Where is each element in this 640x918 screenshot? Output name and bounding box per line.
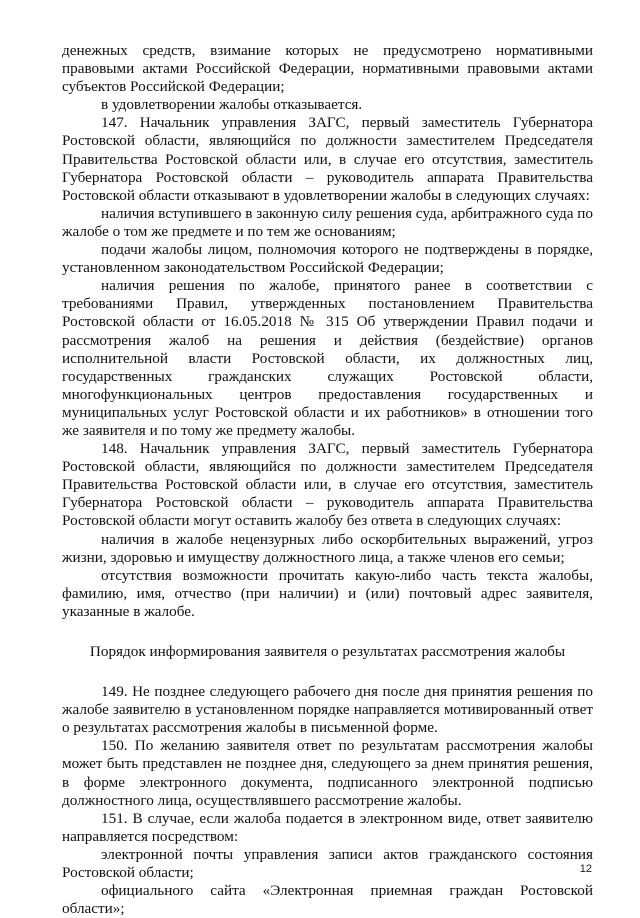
paragraph-item-147: 147. Начальник управления ЗАГС, первый заместитель Губернатора Ростовской области, являющийся по должности заместителем Председателя Правительства Ростовской области или, в случае его отсутствия, заместитель Губернатора Ростовской области – руководитель аппарата Правительства Ростовской области отказывают в удовлетворении жалобы в следующих случаях:: [62, 114, 593, 204]
paragraph: в удовлетворении жалобы отказывается.: [101, 96, 363, 114]
paragraph: официального сайта «Электронная приемная граждан Ростовской области»;: [62, 882, 593, 918]
paragraph: наличия вступившего в законную силу решения суда, арбитражного суда по жалобе о том же предмете и по тем же основаниям;: [62, 204, 593, 240]
section-heading: Порядок информирования заявителя о результатах рассмотрения жалобы: [89, 643, 566, 660]
document-body: [62, 42, 593, 918]
paragraph-item-148: 148. Начальник управления ЗАГС, первый заместитель Губернатора Ростовской области, являющийся по должности заместителем Председателя Правительства Ростовской области или, в случае его отсутствия, заместитель Губернатора Ростовской области – руководитель аппарата Правительства Ростовской области могут оставить жалобу без ответа в следующих случаях:: [62, 440, 593, 530]
paragraph: отсутствия возможности прочитать какую-либо часть текста жалобы, фамилию, имя, отчество (при наличии) и (или) почтовый адрес заявителя, указанные в жалобе.: [62, 566, 593, 620]
page-number: 12: [579, 863, 592, 875]
paragraph-item-151: 151. В случае, если жалоба подается в электронном виде, ответ заявителю направляется посредством:: [62, 809, 593, 845]
paragraph: наличия в жалобе нецензурных либо оскорбительных выражений, угроз жизни, здоровью и имуществу должностного лица, а также членов его семьи;: [62, 530, 593, 566]
paragraph: электронной почты управления записи актов гражданского состояния Ростовской области;: [62, 845, 593, 882]
paragraph-item-149: 149. Не позднее следующего рабочего дня после дня принятия решения по жалобе заявителю в установленном порядке направляется мотивированный ответ о результатах рассмотрения жалобы в письменной форме.: [62, 683, 593, 737]
paragraph-item-150: 150. По желанию заявителя ответ по результатам рассмотрения жалобы может быть представлен не позднее дня, следующего за днем принятия решения, в форме электронного документа, подписанного электронной подписью должностного лица, осуществлявшего рассмотрение жалобы.: [62, 737, 593, 809]
paragraph: денежных средств, взимание которых не предусмотрено нормативными правовыми актами Российской Федерации, нормативными правовыми актами субъектов Российской Федерации;: [62, 42, 593, 96]
paragraph: подачи жалобы лицом, полномочия которого не подтверждены в порядке, установленном законодательством Российской Федерации;: [62, 241, 593, 277]
paragraph: наличия решения по жалобе, принятого ранее в соответствии с требованиями Правил, утвержденных постановлением Правительства Ростовской области от 16.05.2018 № 315 Об утверждении Правил подачи и рассмотрения жалоб на решения и действия (бездействие) органов исполнительной власти Ростовской области, их должностных лиц, государственных гражданских служащих Ростовской области, многофункциональных центров предоставления государственных и муниципальных услуг Ростовской области и их работников» в отношении того же заявителя и по тому же предмету жалобы.: [62, 277, 593, 439]
